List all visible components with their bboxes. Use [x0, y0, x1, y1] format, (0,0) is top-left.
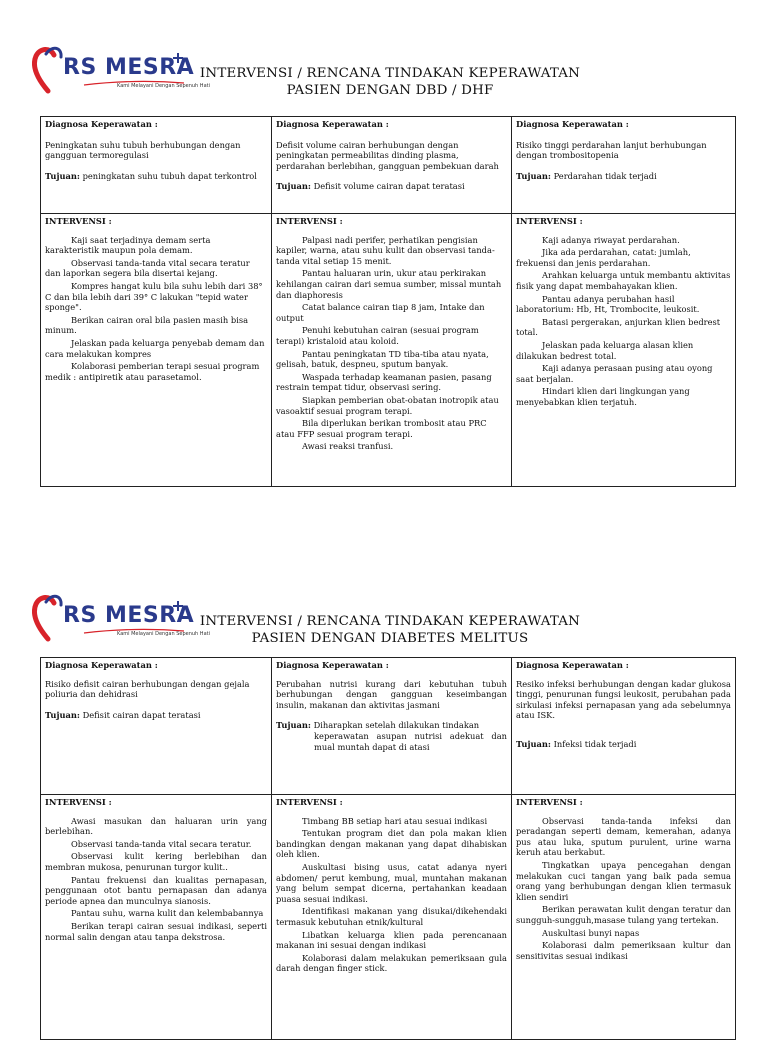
tujuan-label: Tujuan: [516, 738, 551, 749]
intervention-item: Berikan cairan oral bila pasien masih bisa minum. [45, 314, 249, 336]
intervention-item: Kolaborasi dalam melakukan pemeriksaan gula darah dengan finger stick. [276, 952, 507, 974]
diagnosis-text: Resiko infeksi berhubungan dengan kadar glukosa tinggi, penurunan fungsi leukosit, perubahan pada sirkulasi infeksi pernapasan yang ada sebelumnya atau ISK. [516, 678, 731, 721]
diagnosis-row [41, 117, 736, 214]
diagnosis-label: Diagnosa Keperawatan : [516, 119, 629, 129]
tujuan-text: Diharapkan setelah dilakukan tindakan [310, 720, 480, 731]
tujuan [516, 739, 731, 750]
intervention-item: Timbang BB setiap hari atau sesuai indikasi [302, 815, 488, 826]
intervention-item: Kaji adanya riwayat perdarahan. [542, 234, 680, 245]
intervention-cell [272, 214, 512, 487]
diagnosis-label: Diagnosa Keperawatan : [45, 119, 158, 129]
diagnosis-text: Defisit volume cairan berhubungan dengan peningkatan permeabilitas dinding plasma, perdarahan berlebihan, gangguan pembekuan darah [276, 139, 499, 171]
intervention-item: Bila diperlukan berikan trombosit atau PRC atau FFP sesuai program terapi. [276, 418, 487, 439]
intervention-label: INTERVENSI : [516, 216, 583, 226]
tujuan [45, 171, 267, 182]
diagnosis-cell [41, 117, 272, 214]
intervention-item: Tingkatkan upaya pencegahan dengan melakukan cuci tangan yang baik pada semua orang yang berhubungan dengan klien termasuk klien sendiri [516, 859, 731, 902]
care-plan-diabetes [0, 588, 768, 974]
diagnosis-text: Risiko defisit cairan berhubungan dengan gejala poliuria dan dehidrasi [45, 678, 250, 700]
care-plan-table [40, 657, 736, 1040]
intervention-item: Jelaskan pada keluarga alasan klien dilakukan bedrest total. [516, 339, 694, 361]
diagnosis-label: Diagnosa Keperawatan : [276, 660, 389, 670]
diagnosis-text: Peningkatan suhu tubuh berhubungan dengan gangguan termoregulasi [45, 139, 241, 161]
intervention-item: Siapkan pemberian obat-obatan inotropik atau vasoaktif sesuai program terapi. [276, 394, 499, 416]
tujuan-text: Infeksi tidak terjadi [550, 738, 637, 749]
intervention-row [41, 795, 736, 1040]
intervention-item: Pantau peningkatan TD tiba-tiba atau nyata, gelisah, batuk, despneu, sputum banyak. [276, 348, 489, 370]
header [0, 40, 768, 120]
header [0, 588, 768, 668]
intervention-item: Penuhi kebutuhan cairan (sesuai program terapi) kristaloid atau koloid. [276, 325, 479, 346]
tujuan-text: Defisit volume cairan dapat teratasi [310, 181, 465, 192]
tujuan-label: Tujuan: [276, 181, 311, 192]
intervention-item: Hindari klien dari lingkungan yang menyebabkan klien terjatuh. [516, 386, 690, 407]
intervention-item: Auskultasi bunyi napas [542, 927, 640, 938]
intervention-cell [41, 795, 272, 1040]
intervention-item: Catat balance cairan tiap 8 jam, Intake dan output [276, 302, 485, 323]
tujuan-text: peningkatan suhu tubuh dapat terkontrol [79, 170, 257, 181]
care-plan-dbd [0, 40, 768, 452]
intervention-item: Pantau haluaran urin, ukur atau perkirakan kehilangan cairan dari semua sumber, missal muntah dan diaphoresis [276, 268, 502, 300]
tujuan [516, 171, 731, 182]
intervention-item: Kolaborasi dalm pemeriksaan kultur dan sensitivitas sesuai indikasi [516, 940, 731, 961]
intervention-item: Tentukan program diet dan pola makan klien bandingkan dengan makanan yang dapat dihabiskan oleh klien. [276, 828, 507, 860]
intervention-item: Kompres hangat kulu bila suhu lebih dari 38° C dan bila lebih dari 39° C lakukan "tepid water sponge". [45, 280, 263, 313]
intervention-label: INTERVENSI : [516, 797, 583, 807]
intervention-item: Identifikasi makanan yang disukai/dikehendaki termasuk kebutuhan etnik/kultural [276, 906, 507, 927]
diagnosis-cell [512, 117, 736, 214]
intervention-item: Kolaborasi pemberian terapi sesuai program medik : antipiretik atau parasetamol. [45, 361, 260, 382]
intervention-item: Auskultasi bising usus, catat adanya nyeri abdomen/ perut kembung, mual, muntahan makanan yang belum sempat dicerna, pertahankan keadaan puasa sesuai indikasi. [276, 861, 507, 904]
diagnosis-text: Perubahan nutrisi kurang dari kebutuhan tubuh berhubungan dengan gangguan keseimbangan insulin, makanan dan aktivitas jasmani [276, 678, 507, 710]
intervention-item: Berikan perawatan kulit dengan teratur dan sungguh-sungguh,masase tulang yang tertekan. [516, 904, 731, 925]
page-title: INTERVENSI / RENCANA TINDAKAN KEPERAWATAN [199, 614, 581, 629]
logo-tagline: Kami Melayani Dengan Sepenuh Hati [117, 83, 210, 89]
diagnosis-text: Risiko tinggi perdarahan lanjut berhubungan dengan trombositopenia [516, 139, 707, 161]
intervention-row [41, 214, 736, 487]
tujuan-label: Tujuan: [276, 720, 311, 731]
logo-text: RS MESRA [63, 55, 195, 80]
diagnosis-label: Diagnosa Keperawatan : [516, 660, 629, 670]
intervention-label: INTERVENSI : [45, 216, 112, 226]
tujuan-label: Tujuan: [45, 709, 80, 720]
diagnosis-label: Diagnosa Keperawatan : [276, 119, 389, 129]
intervention-label: INTERVENSI : [276, 216, 343, 226]
tujuan-text: Perdarahan tidak terjadi [550, 170, 657, 181]
tujuan [45, 710, 267, 721]
intervention-cell [512, 214, 736, 487]
intervention-item: Jelaskan pada keluarga penyebab demam dan cara melakukan kompres [45, 337, 265, 359]
logo-text: RS MESRA [63, 603, 195, 628]
intervention-item: Libatkan keluarga klien pada perencanaan makanan ini sesuai dengan indikasi [276, 929, 507, 951]
intervention-item: Berikan terapi cairan sesuai indikasi, seperti normal salin dengan atau tanpa dekstrosa. [45, 920, 267, 942]
intervention-label: INTERVENSI : [45, 797, 112, 807]
tujuan [276, 720, 507, 752]
tujuan-text: Defisit cairan dapat teratasi [79, 709, 201, 720]
intervention-item: Palpasi nadi perifer, perhatikan pengisian kapiler, warna, atau suhu kulit dan observasi tanda-tanda vital setiap 15 menit. [276, 234, 495, 266]
care-plan-table [40, 116, 736, 487]
tujuan-label: Tujuan: [516, 170, 551, 181]
intervention-item: Pantau adanya perubahan hasil laboratorium: Hb, Ht, Trombocite, leukosit. [516, 293, 700, 315]
diagnosis-cell [512, 658, 736, 795]
intervention-item: Pantau frekuensi dan kualitas pernapasan, penggunaan otot bantu pernapasan dan adanya periode apnea dan munculnya sianosis. [45, 874, 267, 906]
diagnosis-cell [41, 658, 272, 795]
intervention-item: Observasi tanda-tanda vital secara teratur. [71, 838, 252, 849]
intervention-item: Arahkan keluarga untuk membantu aktivitas fisik yang dapat membahayakan klien. [516, 270, 731, 291]
intervention-item: Awasi reaksi tranfusi. [302, 441, 394, 452]
intervention-item: Kaji saat terjadinya demam serta karakteristik maupun pola demam. [45, 234, 211, 256]
intervention-item: Observasi tanda-tanda infeksi dan peradangan seperti demam, kemerahan, adanya pus atau luka, sputum purulent, urine warna keruh atau berkabut. [516, 815, 731, 858]
intervention-item: Batasi pergerakan, anjurkan klien bedrest total. [516, 316, 721, 338]
intervention-item: Awasi masukan dan haluaran urin yang berlebihan. [45, 815, 267, 837]
intervention-cell [41, 214, 272, 487]
intervention-item: Pantau suhu, warna kulit dan kelembabannya [71, 908, 264, 919]
page-subtitle: PASIEN DENGAN DIABETES MELITUS [251, 631, 529, 646]
intervention-label: INTERVENSI : [276, 797, 343, 807]
intervention-item: Jika ada perdarahan, catat: jumlah, frekuensi dan jenis perdarahan. [516, 247, 691, 268]
diagnosis-row [41, 658, 736, 795]
diagnosis-cell [272, 658, 512, 795]
intervention-item: Kaji adanya perasaan pusing atau oyong saat berjalan. [516, 363, 713, 384]
page-subtitle: PASIEN DENGAN DBD / DHF [286, 83, 494, 98]
intervention-cell [272, 795, 512, 1040]
intervention-item: Observasi tanda-tanda vital secara teratur dan laporkan segera bila disertai kejang. [45, 257, 250, 279]
intervention-item: Observasi kulit kering berlebihan dan membran mukosa, penurunan turgor kulit.. [45, 851, 267, 872]
logo-tagline: Kami Melayani Dengan Sepenuh Hati [117, 631, 210, 637]
page-title: INTERVENSI / RENCANA TINDAKAN KEPERAWATAN [199, 66, 581, 81]
tujuan [276, 181, 507, 192]
intervention-cell [512, 795, 736, 1040]
tujuan-continuation: keperawatan asupan nutrisi adekuat dan mual muntah dapat di atasi [314, 730, 507, 752]
diagnosis-label: Diagnosa Keperawatan : [45, 660, 158, 670]
tujuan-label: Tujuan: [45, 170, 80, 181]
diagnosis-cell [272, 117, 512, 214]
intervention-item: Waspada terhadap keamanan pasien, pasang restrain tempat tidur, observasi sering. [276, 371, 492, 393]
